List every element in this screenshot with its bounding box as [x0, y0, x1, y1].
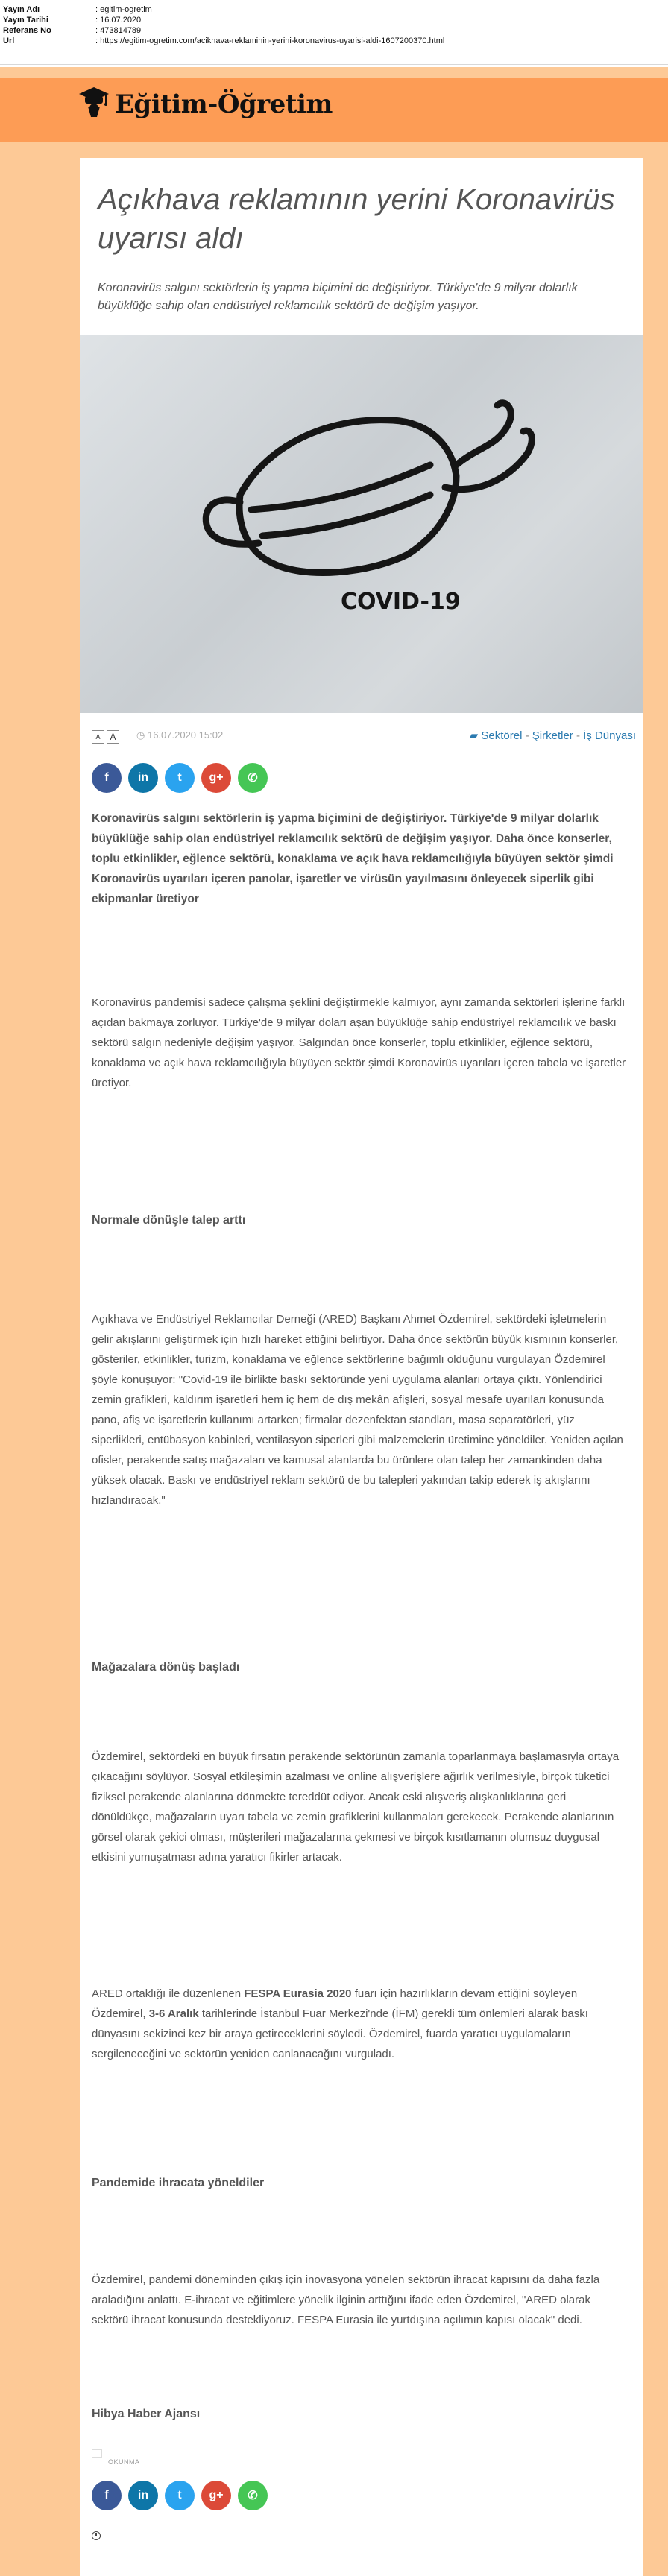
clipping-meta-header [0, 0, 668, 64]
section-heading: Pandemide ihracata yöneldiler [92, 2177, 265, 2189]
meta-key: Url [3, 37, 15, 45]
linkedin-share-button[interactable]: in [128, 763, 158, 793]
article-paragraph: Koronavirüs pandemisi sadece çalışma şeklini değiştirmekle kalmıyor, aynı zamanda sektörleri işlerine farklı açıdan bakmaya zorluyor. Türkiye'de 9 milyar doları aşan büyüklüğe sahip endüstriyel reklamcılık ve baskı sektörü salgın nedeniyle değişim yaşıyor. Salgından önce konserler, toplu etkinlikler, eğlence sektörü, konaklama ve açık hava reklamcılığıyla büyüyen sektör şimdi Koronavirüs uyarıları içeren tabela ve işaretler üretiyor. [92, 996, 626, 1089]
event-dates: 3-6 Aralık [148, 2007, 199, 2020]
google-plus-share-button[interactable]: g+ [201, 2481, 231, 2510]
category-separator: - [576, 730, 580, 742]
meta-row [1, 15, 446, 25]
twitter-share-button[interactable]: t [165, 2481, 195, 2510]
event-name: FESPA Eurasia 2020 [244, 1987, 352, 2000]
news-agency: Hibya Haber Ajansı [92, 2408, 201, 2420]
meta-key: Referans No [3, 26, 51, 35]
google-plus-share-button[interactable]: g+ [201, 763, 231, 793]
linkedin-share-button[interactable]: in [128, 2481, 158, 2510]
read-count-label: OKUNMA [108, 2458, 140, 2466]
clock-icon [92, 2531, 101, 2540]
meta-url-value[interactable]: : https://egitim-ogretim.com/acikhava-reklaminin-yerini-koronavirus-uyarisi-aldi-1607200370.html [95, 37, 445, 45]
clock-icon: ◷ [136, 730, 145, 741]
covid-text: COVID-19 [341, 589, 461, 615]
article-container [80, 158, 643, 2576]
meta-value: : egitim-ogretim [95, 5, 152, 14]
share-bar-bottom [92, 2481, 268, 2510]
facebook-share-button[interactable]: f [92, 763, 122, 793]
article-paragraph: Özdemirel, pandemi döneminden çıkış için inovasyona yönelen sektörün ihracat kapısını da daha fazla araladığını anlattı. E-ihracat ve eğitimlere yönelik ilginin arttığını ifade eden Özdemirel, "ARED olarak sektörü ihracat konusunda destekliyoruz. FESPA Eurasia ile yurtdışına açılımın kapısı olacak" dedi. [92, 2273, 600, 2326]
meta-row [1, 25, 446, 36]
section-heading: Mağazalara dönüş başladı [92, 1661, 240, 1674]
text-span: ARED ortaklığı ile düzenlenen [92, 1987, 245, 2000]
article-title: Açıkhava reklamının yerini Koronavirüs uyarısı aldı [98, 183, 615, 255]
logo-text: Eğitim-Öğretim [115, 89, 333, 119]
font-decrease-button[interactable]: A [92, 730, 104, 744]
meta-value: : 16.07.2020 [95, 16, 142, 25]
article-summary: Koronavirüs salgını sektörlerin iş yapma biçimini de değiştiriyor. Türkiye'de 9 milyar dolarlık büyüklüğe sahip olan endüstriyel reklamcılık sektörü de değişim yaşıyor. [98, 282, 578, 312]
meta-table [1, 4, 446, 46]
article-info-bar [92, 726, 636, 745]
meta-value: : 473814789 [95, 26, 142, 35]
whatsapp-share-button[interactable]: ✆ [238, 2481, 268, 2510]
whatsapp-share-button[interactable]: ✆ [238, 763, 268, 793]
publish-date [136, 730, 223, 741]
category-separator: - [525, 730, 529, 742]
font-increase-button[interactable]: A [107, 730, 119, 744]
meta-key: Yayın Tarihi [3, 16, 48, 25]
twitter-share-button[interactable]: t [165, 763, 195, 793]
article-paragraph: Özdemirel, sektördeki en büyük fırsatın perakende sektörünün zamanla toparlanmaya başlamasıyla ortaya çıkacağını söylüyor. Sosyal etkileşimin azalması ve online alışverişlere ağırlık verilmesiyle, birçok tüketici fiziksel perakende alanlarına dönmekte tereddüt ediyor. Ancak eski alışveriş alışkanlıklarına geri dönüldükçe, mağazaların uyarı tabela ve zemin grafiklerini kullanmaları gerekecek. Perakende alanlarının görsel olarak çekici olması, müşterileri mağazalarına çekmesi ve birçok kısıtlamanın olumsuz duygusal etkisini yumuşatması adına yaratıcı fikirler artacak. [92, 1750, 620, 1864]
facebook-share-button[interactable]: f [92, 2481, 122, 2510]
category-link[interactable]: Şirketler [532, 730, 573, 742]
article-paragraph: Açıkhava ve Endüstriyel Reklamcılar Derneği (ARED) Başkanı Ahmet Özdemirel, sektördeki işletmelerin gelir akışlarını geliştirmek için hızlı hareket ettiğini belirtiyor. Daha önce sektörün büyük kısmının konserler, gösteriler, etkinlikler, turizm, konaklama ve eğlence sektörlerine bağımlı olduğunu vurgulayan Özdemirel şöyle konuşuyor: "Covid-19 ile birlikte baskı sektöründe yeni uygulama alanları ortaya çıktı. Yönlendirici zemin grafikleri, kaldırım işaretleri hem iç hem de dış mekân afişleri, sosyal mesafe uyarıları konusunda pano, afiş ve işaretlerin kullanımı artarken; firmalar dezenfektan standları, masa separatörleri, yüz siperlikleri, entübasyon kabinleri, ventilasyon siperleri gibi malzemelerin üretimine yöneldiler. Yeniden açılan ofisler, perakende satış mağazaları ve kamusal alanlarda bu ürünlere olan talep her zamankinden daha yüksek olacak. Baskı ve endüstriyel reklam sektörü de bu talepleri yakından takip ederek iş akışlarını hızlandıracak." [92, 1313, 623, 1507]
meta-divider [0, 64, 668, 65]
small-placeholder-icon [92, 2449, 102, 2458]
date-text: 16.07.2020 15:02 [147, 730, 224, 741]
meta-row [1, 4, 446, 15]
category-links [470, 729, 636, 742]
article-paragraph [92, 1984, 628, 2064]
article-hero-image [80, 335, 643, 713]
section-heading: Normale dönüşle talep arttı [92, 1214, 246, 1227]
category-link[interactable]: Sektörel [481, 730, 523, 742]
meta-row [1, 36, 446, 46]
article-lead: Koronavirüs salgını sektörlerin iş yapma biçimini de değiştiriyor. Türkiye'de 9 milyar dolarlık büyüklüğe sahip olan endüstriyel reklamcılık sektörü de değişim yaşıyor. Daha önce konserler, toplu etkinlikler, eğlence sektörü, konaklama ve açık hava reklamcılığıyla büyüyen sektör şimdi Koronavirüs uyarıları içeren panolar, işaretler ve virüsün yayılmasını önleyecek siperlik gibi ekipmanlar üretiyor [92, 812, 614, 905]
site-logo[interactable] [78, 86, 333, 123]
text-span: fuarı için hazırlıkların devam ettiğini söyleyen Özdemirel, [92, 1987, 578, 2020]
graduation-cap-icon [78, 86, 110, 124]
share-bar-top [92, 763, 268, 793]
category-link[interactable]: İş Dünyası [583, 730, 636, 742]
text-span: tarihlerinde İstanbul Fuar Merkezi'nde (İFM) gerekli tüm önlemleri alarak baskı dünyasını sekizinci kez bir araya getireceklerini söyledi. Özdemirel, fuarda yaratıcı uygulamaların sergileneceğini ve sektörün yeniden canlanacağını vurguladı. [92, 2007, 588, 2060]
meta-key: Yayın Adı [3, 5, 40, 14]
folder-icon: ▰ [469, 730, 479, 742]
